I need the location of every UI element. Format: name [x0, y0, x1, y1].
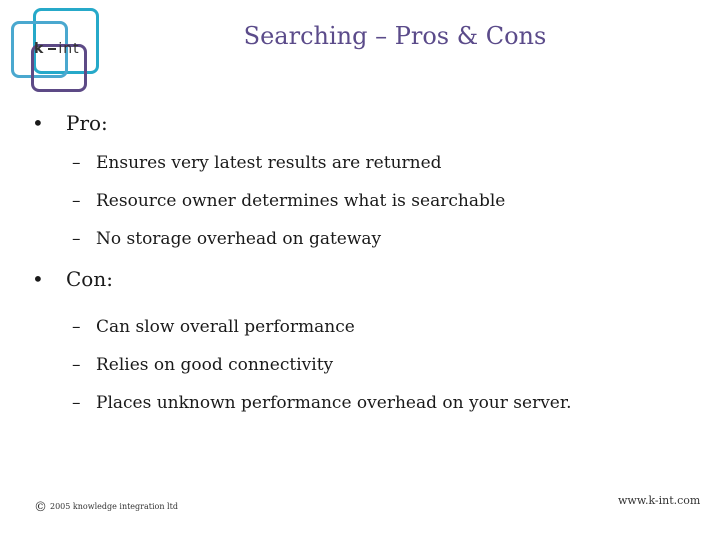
pro-item [30, 220, 710, 258]
con-item [30, 308, 710, 346]
logo-letter-k: k [34, 41, 45, 57]
pro-heading [30, 108, 710, 138]
copyright-footer [34, 500, 178, 515]
pro-item [30, 144, 710, 182]
pro-item-text: No storage overhead on gateway [96, 229, 382, 249]
con-heading [30, 264, 710, 294]
bullet-icon: • [32, 111, 44, 135]
dash-icon: – [72, 229, 81, 249]
website-footer: www.k-int.com [618, 494, 701, 507]
k-int-logo [8, 8, 104, 96]
pro-item-text: Resource owner determines what is searchable [96, 191, 506, 211]
bullet-icon: • [32, 267, 44, 291]
con-label: Con: [66, 267, 113, 291]
pro-label: Pro: [66, 111, 108, 135]
logo-dash [48, 48, 56, 50]
copyright-icon: © [34, 500, 47, 515]
con-item [30, 346, 710, 384]
dash-icon: – [72, 153, 81, 173]
content-list [30, 108, 710, 422]
dash-icon: – [72, 317, 81, 337]
dash-icon: – [72, 191, 81, 211]
dash-icon: – [72, 355, 81, 375]
con-item [30, 384, 710, 422]
pro-item [30, 182, 710, 220]
copyright-text: 2005 knowledge integration ltd [50, 502, 178, 511]
logo-word-int: int [58, 41, 80, 57]
dash-icon: – [72, 393, 81, 413]
slide-title: Searching – Pros & Cons [243, 22, 547, 50]
pro-item-text: Ensures very latest results are returned [96, 153, 442, 173]
con-item-text: Can slow overall performance [96, 317, 355, 337]
logo-text [34, 41, 80, 57]
con-item-text: Places unknown performance overhead on your server. [96, 393, 572, 413]
con-item-text: Relies on good connectivity [96, 355, 334, 375]
